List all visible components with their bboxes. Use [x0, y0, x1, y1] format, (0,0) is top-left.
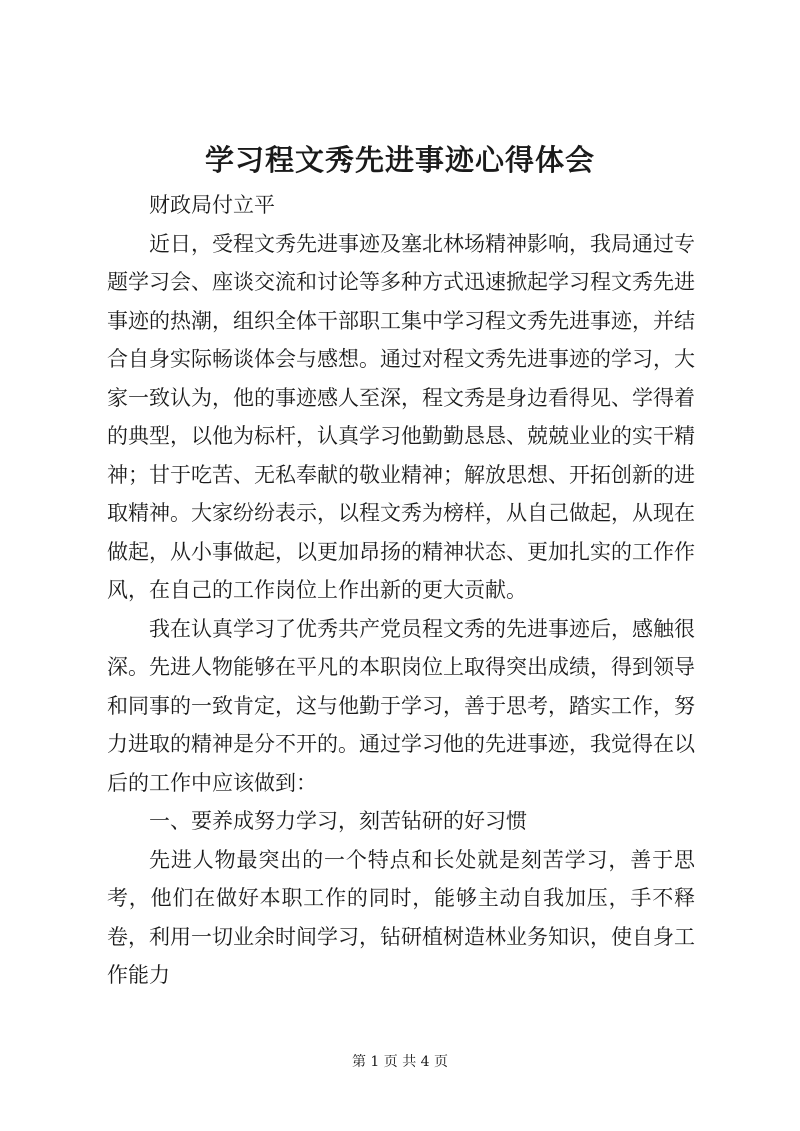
paragraph-1: 近日，受程文秀先进事迹及塞北林场精神影响，我局通过专题学习会、座谈交流和讨论等多种方式迅速掀起学习程文秀先进事迹的热潮，组织全体干部职工集中学习程文秀先进事迹，并结合自身实际畅谈体会与感想。通过对程文秀先进事迹的学习，大家一致认为，他的事迹感人至深，程文秀是身边看得见、学得着的典型，以他为标杆，认真学习他勤勤恳恳、兢兢业业的实干精神；甘于吃苦、无私奉献的敬业精神；解放思想、开拓创新的进取精神。大家纷纷表示，以程文秀为榜样，从自己做起，从现在做起，从小事做起，以更加昂扬的精神状态、更加扎实的工作作风，在自己的工作岗位上作出新的更大贡献。: [107, 231, 695, 602]
document-title: 学习程文秀先进事迹心得体会: [204, 143, 595, 177]
paragraph-3: 先进人物最突出的一个特点和长处就是刻苦学习，善于思考，他们在做好本职工作的同时，能够主动自我加压，手不释卷，利用一切业余时间学习，钻研植树造林业务知识，使自身工作能力: [107, 847, 695, 987]
document-body: [107, 186, 695, 995]
paragraph-2: 我在认真学习了优秀共产党员程文秀的先进事迹后，感触很深。先进人物能够在平凡的本职岗位上取得突出成绩，得到领导和同事的一致肯定，这与他勤于学习，善于思考，踏实工作，努力进取的精神是分不开的。通过学习他的先进事迹，我觉得在以后的工作中应该做到：: [107, 616, 695, 795]
author-line: 财政局付立平: [149, 193, 275, 217]
page-number-footer: 第 1 页 共 4 页: [351, 1054, 449, 1070]
section-heading-1: 一、要养成努力学习，刻苦钻研的好习惯: [149, 809, 527, 833]
